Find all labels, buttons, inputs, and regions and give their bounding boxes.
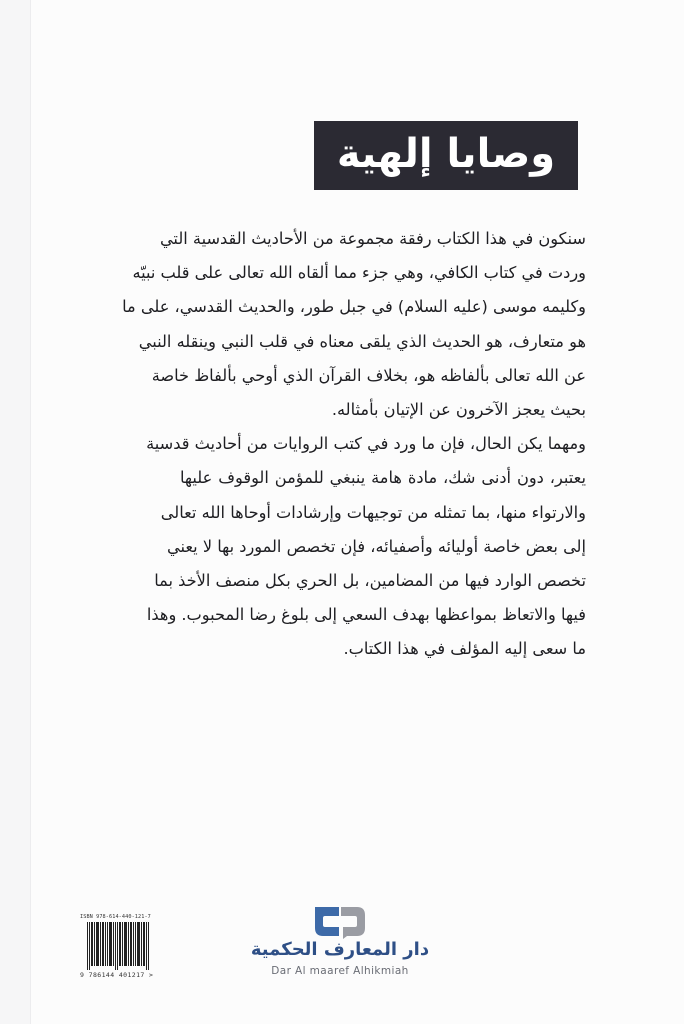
- publisher-block: [250, 905, 430, 983]
- title-banner: [314, 121, 578, 190]
- blurb-line: إلى بعض خاصة أوليائه وأصفيائه، فإن تخصص المورد بها لا يعني: [167, 536, 586, 556]
- blurb-line: ما سعى إليه المؤلف في هذا الكتاب.: [343, 639, 586, 659]
- blurb-line: عن الله تعالى بألفاظه هو، بخلاف القرآن الذي أوحي بألفاظ خاصة: [151, 365, 586, 385]
- blurb-line: هو متعارف، هو الحديث الذي يلقى معناه في قلب النبي وينقله النبي: [138, 331, 586, 351]
- book-title: وصايا إلهية: [336, 130, 556, 177]
- blurb-line: ومهما يكن الحال، فإن ما ورد في كتب الروايات من أحاديث قدسية: [146, 434, 586, 454]
- blurb-line: بحيث يعجز الآخرون عن الإتيان بأمثاله.: [331, 399, 586, 419]
- publisher-name-arabic: دار المعارف الحكمية: [250, 939, 430, 960]
- publisher-logo-icon: [313, 905, 367, 939]
- blurb-line: يعتبر، دون أدنى شك، مادة هامة ينبغي للمؤمن الوقوف عليها: [180, 468, 586, 488]
- publisher-name-english: Dar Al maaref Alhikmiah: [271, 965, 409, 977]
- isbn-barcode: [80, 914, 156, 980]
- blurb-line: فيها والاتعاظ بمواعظها بهدف السعي إلى بلوغ رضا المحبوب. وهذا: [146, 605, 586, 625]
- isbn-label: ISBN 978-614-440-121-7: [80, 914, 151, 920]
- blurb-line: وردت في كتاب الكافي، وهي جزء مما ألقاه الله تعالى على قلب نبيّه: [132, 263, 586, 283]
- blurb-line: والارتواء منها، بما تمثله من توجيهات وإرشادات أوحاها الله تعالى: [160, 502, 586, 522]
- blurb-line: تخصص الوارد فيها من المضامين، بل الحري بكل منصف الأخذ بما: [154, 570, 586, 590]
- barcode-icon: [87, 922, 150, 970]
- barcode-digits: 9 786144 401217 >: [80, 971, 154, 979]
- blurb-line: سنكون في هذا الكتاب رفقة مجموعة من الأحاديث القدسية التي: [159, 229, 586, 248]
- blurb-text: [122, 222, 586, 666]
- blurb-line: وكليمه موسى (عليه السلام) في جبل طور، والحديث القدسي، على ما: [122, 297, 586, 317]
- spine-edge: [0, 0, 31, 1024]
